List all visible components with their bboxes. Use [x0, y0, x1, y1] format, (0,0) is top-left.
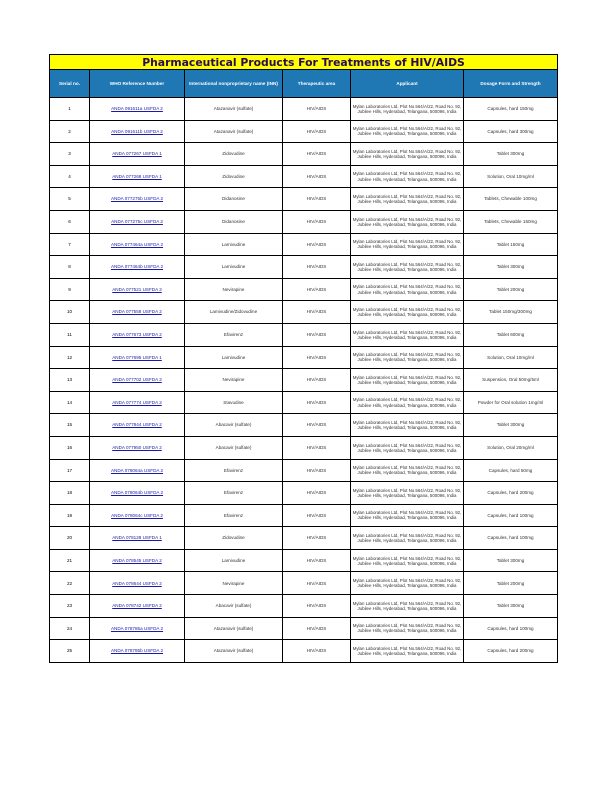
- applicant-cell: Mylan Laboratories Ltd, Plot No.564/A/22, Road No. 92, Jubilee Hills, Hyderabad, Telangana, 500096, India: [351, 504, 464, 527]
- therapeutic-area-cell: HIV/AIDS: [283, 210, 351, 233]
- inn-cell: Stavudine: [185, 391, 283, 414]
- reference-link[interactable]: ANDA 077950 USFDA 2: [112, 445, 162, 450]
- dosage-form-cell: Capsules, hard 200mg: [464, 640, 558, 663]
- reference-link[interactable]: ANDA 077268 USFDA 1: [112, 173, 162, 179]
- document-page: [49, 54, 557, 663]
- reference-link[interactable]: ANDA 077695 USFDA 1: [112, 354, 162, 360]
- reference-cell: [90, 504, 185, 527]
- reference-link[interactable]: ANDA 078785a USFDA 2: [110, 625, 164, 631]
- dosage-form-cell: Tablet 300mg: [464, 143, 558, 166]
- table-body: [50, 98, 558, 663]
- therapeutic-area-cell: HIV/AIDS: [283, 640, 351, 663]
- inn-cell: Efavirenz: [185, 482, 283, 505]
- table-row: [50, 143, 558, 166]
- table-row: [50, 256, 558, 279]
- dosage-form-cell: Tablets, Chewable 100mg: [464, 188, 558, 211]
- reference-link[interactable]: ANDA 077464b USFDA 2: [110, 264, 164, 270]
- reference-cell: [90, 640, 185, 663]
- inn-cell: Zidovudine: [185, 165, 283, 188]
- dosage-form-cell: Tablet 300mg: [464, 549, 558, 572]
- reference-link[interactable]: ANDA 078785b USFDA 2: [110, 648, 164, 654]
- reference-cell: [90, 482, 185, 505]
- column-header-applicant: Applicant: [351, 70, 464, 98]
- serial-cell: 16: [50, 436, 90, 459]
- table-row: [50, 120, 558, 143]
- serial-cell: 9: [50, 278, 90, 301]
- table-row: [50, 640, 558, 663]
- inn-cell: Nevirapine: [185, 572, 283, 595]
- therapeutic-area-cell: HIV/AIDS: [283, 278, 351, 301]
- reference-link[interactable]: ANDA 078644 USFDA 2: [112, 580, 162, 586]
- applicant-cell: Mylan Laboratories Ltd, Plot No.564/A/22, Road No. 92, Jubilee Hills, Hyderabad, Telangana, 500096, India: [351, 595, 464, 618]
- reference-cell: [90, 188, 185, 211]
- inn-cell: Zidovudine: [185, 527, 283, 550]
- reference-cell: [90, 98, 185, 121]
- reference-link[interactable]: ANDA 078064b USFDA 2: [110, 490, 164, 496]
- therapeutic-area-cell: HIV/AIDS: [283, 414, 351, 437]
- applicant-cell: Mylan Laboratories Ltd, Plot No.564/A/22, Road No. 92, Jubilee Hills, Hyderabad, Telangana, 500096, India: [351, 527, 464, 550]
- dosage-form-cell: Capsules, hard 100mg: [464, 504, 558, 527]
- table-row: [50, 527, 558, 550]
- reference-cell: [90, 143, 185, 166]
- reference-link[interactable]: ANDA 077267 USFDA 1: [112, 151, 162, 157]
- serial-cell: 5: [50, 188, 90, 211]
- inn-cell: Efavirenz: [185, 323, 283, 346]
- reference-cell: [90, 256, 185, 279]
- applicant-cell: Mylan Laboratories Ltd, Plot No.564/A/22, Road No. 92, Jubilee Hills, Hyderabad, Telangana, 500096, India: [351, 98, 464, 121]
- reference-cell: [90, 549, 185, 572]
- column-header-therapeutic-area: Therapeutic area: [283, 70, 351, 98]
- applicant-cell: Mylan Laboratories Ltd, Plot No.564/A/22, Road No. 92, Jubilee Hills, Hyderabad, Telangana, 500096, India: [351, 414, 464, 437]
- applicant-cell: Mylan Laboratories Ltd, Plot No.564/A/22, Road No. 92, Jubilee Hills, Hyderabad, Telangana, 500096, India: [351, 165, 464, 188]
- inn-cell: Atazanavir (sulfate): [185, 640, 283, 663]
- reference-link[interactable]: ANDA 077774 USFDA 2: [112, 399, 162, 405]
- reference-link[interactable]: ANDA 091611b USFDA 2: [111, 128, 163, 134]
- inn-cell: Abacavir (sulfate): [185, 595, 283, 618]
- table-row: [50, 346, 558, 369]
- serial-cell: 15: [50, 414, 90, 437]
- reference-cell: [90, 323, 185, 346]
- column-header-dosage-form: Dosage Form and Strength: [464, 70, 558, 98]
- reference-cell: [90, 369, 185, 392]
- dosage-form-cell: Capsules, hard 100mg: [464, 617, 558, 640]
- dosage-form-cell: Tablets, Chewable 150mg: [464, 210, 558, 233]
- serial-cell: 10: [50, 301, 90, 324]
- therapeutic-area-cell: HIV/AIDS: [283, 391, 351, 414]
- serial-cell: 2: [50, 120, 90, 143]
- reference-link[interactable]: ANDA 077464a USFDA 2: [110, 241, 164, 247]
- column-header-serial: Serial no.: [50, 70, 90, 98]
- dosage-form-cell: Capsules, hard 150mg: [464, 98, 558, 121]
- reference-link[interactable]: ANDA 078064c USFDA 2: [111, 512, 163, 518]
- dosage-form-cell: Tablet 200mg: [464, 278, 558, 301]
- reference-cell: [90, 165, 185, 188]
- table-row: [50, 617, 558, 640]
- therapeutic-area-cell: HIV/AIDS: [283, 346, 351, 369]
- serial-cell: 20: [50, 527, 90, 550]
- inn-cell: Nevirapine: [185, 369, 283, 392]
- reference-cell: [90, 572, 185, 595]
- inn-cell: Abacavir (sulfate): [185, 436, 283, 459]
- inn-cell: Efavirenz: [185, 459, 283, 482]
- serial-cell: 4: [50, 165, 90, 188]
- applicant-cell: Mylan Laboratories Ltd, Plot No.564/A/22, Road No. 92, Jubilee Hills, Hyderabad, Telangana, 500096, India: [351, 210, 464, 233]
- reference-cell: [90, 527, 185, 550]
- reference-cell: [90, 210, 185, 233]
- serial-cell: 11: [50, 323, 90, 346]
- therapeutic-area-cell: HIV/AIDS: [283, 482, 351, 505]
- therapeutic-area-cell: HIV/AIDS: [283, 256, 351, 279]
- therapeutic-area-cell: HIV/AIDS: [283, 572, 351, 595]
- applicant-cell: Mylan Laboratories Ltd, Plot No.564/A/22, Road No. 92, Jubilee Hills, Hyderabad, Telangana, 500096, India: [351, 188, 464, 211]
- inn-cell: Atazanavir (sulfate): [185, 617, 283, 640]
- applicant-cell: Mylan Laboratories Ltd, Plot No.564/A/22, Road No. 92, Jubilee Hills, Hyderabad, Telangana, 500096, India: [351, 301, 464, 324]
- reference-cell: [90, 414, 185, 437]
- applicant-cell: Mylan Laboratories Ltd, Plot No.564/A/22, Road No. 92, Jubilee Hills, Hyderabad, Telangana, 500096, India: [351, 233, 464, 256]
- reference-link[interactable]: ANDA 078128 USFDA 1: [112, 535, 162, 541]
- reference-cell: [90, 233, 185, 256]
- reference-link[interactable]: ANDA 077844 USFDA 2: [112, 422, 162, 428]
- applicant-cell: Mylan Laboratories Ltd, Plot No.564/A/22, Road No. 92, Jubilee Hills, Hyderabad, Telangana, 500096, India: [351, 640, 464, 663]
- reference-link[interactable]: ANDA 077275c USFDA 2: [111, 219, 163, 225]
- table-row: [50, 210, 558, 233]
- table-row: [50, 391, 558, 414]
- applicant-cell: Mylan Laboratories Ltd, Plot No.564/A/22, Road No. 92, Jubilee Hills, Hyderabad, Telangana, 500096, India: [351, 346, 464, 369]
- therapeutic-area-cell: HIV/AIDS: [283, 165, 351, 188]
- reference-cell: [90, 459, 185, 482]
- serial-cell: 14: [50, 391, 90, 414]
- dosage-form-cell: Tablet 300mg: [464, 595, 558, 618]
- applicant-cell: Mylan Laboratories Ltd, Plot No.564/A/22, Road No. 92, Jubilee Hills, Hyderabad, Telangana, 500096, India: [351, 369, 464, 392]
- serial-cell: 12: [50, 346, 90, 369]
- inn-cell: Atazanavir (sulfate): [185, 120, 283, 143]
- reference-link[interactable]: ANDA 077702 USFDA 2: [112, 377, 162, 383]
- table-row: [50, 301, 558, 324]
- therapeutic-area-cell: HIV/AIDS: [283, 323, 351, 346]
- applicant-cell: Mylan Laboratories Ltd, Plot No.564/A/22, Road No. 92, Jubilee Hills, Hyderabad, Telangana, 500096, India: [351, 617, 464, 640]
- inn-cell: Lamivudine: [185, 233, 283, 256]
- reference-link[interactable]: ANDA 077521 USFDA 2: [112, 286, 162, 292]
- therapeutic-area-cell: HIV/AIDS: [283, 595, 351, 618]
- column-header-inn: International nonproprietary name (INN): [185, 70, 283, 98]
- table-row: [50, 459, 558, 482]
- serial-cell: 19: [50, 504, 90, 527]
- applicant-cell: Mylan Laboratories Ltd, Plot No.564/A/22, Road No. 92, Jubilee Hills, Hyderabad, Telangana, 500096, India: [351, 436, 464, 459]
- reference-cell: [90, 346, 185, 369]
- reference-cell: [90, 436, 185, 459]
- serial-cell: 18: [50, 482, 90, 505]
- table-row: [50, 369, 558, 392]
- table-row: [50, 188, 558, 211]
- reference-link[interactable]: ANDA 091611a USFDA 2: [111, 106, 163, 112]
- applicant-cell: Mylan Laboratories Ltd, Plot No.564/A/22, Road No. 92, Jubilee Hills, Hyderabad, Telangana, 500096, India: [351, 572, 464, 595]
- inn-cell: Didanosine: [185, 210, 283, 233]
- applicant-cell: Mylan Laboratories Ltd, Plot No.564/A/22, Road No. 92, Jubilee Hills, Hyderabad, Telangana, 500096, India: [351, 459, 464, 482]
- reference-cell: [90, 301, 185, 324]
- applicant-cell: Mylan Laboratories Ltd, Plot No.564/A/22, Road No. 92, Jubilee Hills, Hyderabad, Telangana, 500096, India: [351, 278, 464, 301]
- therapeutic-area-cell: HIV/AIDS: [283, 617, 351, 640]
- serial-cell: 21: [50, 549, 90, 572]
- reference-link[interactable]: ANDA 077275b USFDA 2: [110, 196, 164, 202]
- serial-cell: 3: [50, 143, 90, 166]
- serial-cell: 25: [50, 640, 90, 663]
- therapeutic-area-cell: HIV/AIDS: [283, 233, 351, 256]
- page-title: Pharmaceutical Products For Treatments of HIV/AIDS: [50, 55, 558, 70]
- reference-link[interactable]: ANDA 078545 USFDA 2: [112, 557, 162, 563]
- inn-cell: Nevirapine: [185, 278, 283, 301]
- reference-link[interactable]: ANDA 078742 USFDA 2: [112, 603, 162, 609]
- table-row: [50, 549, 558, 572]
- dosage-form-cell: Tablet 150mg: [464, 233, 558, 256]
- table-row: [50, 323, 558, 346]
- dosage-form-cell: Tablet 300mg: [464, 414, 558, 437]
- table-row: [50, 436, 558, 459]
- dosage-form-cell: Solution, Oral 10mg/ml: [464, 346, 558, 369]
- therapeutic-area-cell: HIV/AIDS: [283, 120, 351, 143]
- reference-cell: [90, 278, 185, 301]
- serial-cell: 24: [50, 617, 90, 640]
- column-header-reference: WHO Reference Number: [90, 70, 185, 98]
- table-row: [50, 595, 558, 618]
- applicant-cell: Mylan Laboratories Ltd, Plot No.564/A/22, Road No. 92, Jubilee Hills, Hyderabad, Telangana, 500096, India: [351, 120, 464, 143]
- dosage-form-cell: Powder for Oral solution 1mg/ml: [464, 391, 558, 414]
- reference-cell: [90, 617, 185, 640]
- therapeutic-area-cell: HIV/AIDS: [283, 98, 351, 121]
- applicant-cell: Mylan Laboratories Ltd, Plot No.564/A/22, Road No. 92, Jubilee Hills, Hyderabad, Telangana, 500096, India: [351, 323, 464, 346]
- therapeutic-area-cell: HIV/AIDS: [283, 301, 351, 324]
- dosage-form-cell: Capsules, hard 200mg: [464, 482, 558, 505]
- dosage-form-cell: Tablet 150mg/300mg: [464, 301, 558, 324]
- table-row: [50, 278, 558, 301]
- header-row: [50, 70, 558, 98]
- dosage-form-cell: Solution, Oral 10mg/ml: [464, 165, 558, 188]
- table-row: [50, 233, 558, 256]
- table-row: [50, 165, 558, 188]
- table-row: [50, 98, 558, 121]
- reference-cell: [90, 391, 185, 414]
- dosage-form-cell: Tablet 200mg: [464, 572, 558, 595]
- inn-cell: Lamivudine: [185, 549, 283, 572]
- reference-link[interactable]: ANDA 078064a USFDA 2: [110, 467, 164, 473]
- dosage-form-cell: Solution, Oral 20mg/ml: [464, 436, 558, 459]
- inn-cell: Efavirenz: [185, 504, 283, 527]
- reference-cell: [90, 120, 185, 143]
- serial-cell: 1: [50, 98, 90, 121]
- therapeutic-area-cell: HIV/AIDS: [283, 436, 351, 459]
- inn-cell: Lamivudine/Zidovudine: [185, 301, 283, 324]
- therapeutic-area-cell: HIV/AIDS: [283, 143, 351, 166]
- reference-link[interactable]: ANDA 077673 USFDA 2: [112, 332, 162, 338]
- inn-cell: Lamivudine: [185, 346, 283, 369]
- table-row: [50, 504, 558, 527]
- reference-link[interactable]: ANDA 077558 USFDA 2: [112, 309, 162, 315]
- serial-cell: 23: [50, 595, 90, 618]
- therapeutic-area-cell: HIV/AIDS: [283, 459, 351, 482]
- dosage-form-cell: Capsules, hard 50mg: [464, 459, 558, 482]
- applicant-cell: Mylan Laboratories Ltd, Plot No.564/A/22, Road No. 92, Jubilee Hills, Hyderabad, Telangana, 500096, India: [351, 256, 464, 279]
- inn-cell: Zidovudine: [185, 143, 283, 166]
- therapeutic-area-cell: HIV/AIDS: [283, 549, 351, 572]
- therapeutic-area-cell: HIV/AIDS: [283, 369, 351, 392]
- applicant-cell: Mylan Laboratories Ltd, Plot No.564/A/22, Road No. 92, Jubilee Hills, Hyderabad, Telangana, 500096, India: [351, 549, 464, 572]
- reference-cell: [90, 595, 185, 618]
- serial-cell: 8: [50, 256, 90, 279]
- therapeutic-area-cell: HIV/AIDS: [283, 504, 351, 527]
- table-row: [50, 482, 558, 505]
- serial-cell: 22: [50, 572, 90, 595]
- dosage-form-cell: Tablet 600mg: [464, 323, 558, 346]
- serial-cell: 13: [50, 369, 90, 392]
- therapeutic-area-cell: HIV/AIDS: [283, 527, 351, 550]
- table-row: [50, 572, 558, 595]
- products-table: [49, 54, 558, 663]
- inn-cell: Didanosine: [185, 188, 283, 211]
- serial-cell: 7: [50, 233, 90, 256]
- table-row: [50, 414, 558, 437]
- applicant-cell: Mylan Laboratories Ltd, Plot No.564/A/22, Road No. 92, Jubilee Hills, Hyderabad, Telangana, 500096, India: [351, 143, 464, 166]
- therapeutic-area-cell: HIV/AIDS: [283, 188, 351, 211]
- inn-cell: Abacavir (sulfate): [185, 414, 283, 437]
- inn-cell: Atazanavir (sulfate): [185, 98, 283, 121]
- serial-cell: 6: [50, 210, 90, 233]
- applicant-cell: Mylan Laboratories Ltd, Plot No.564/A/22, Road No. 92, Jubilee Hills, Hyderabad, Telangana, 500096, India: [351, 482, 464, 505]
- dosage-form-cell: Capsules, hard 100mg: [464, 527, 558, 550]
- applicant-cell: Mylan Laboratories Ltd, Plot No.564/A/22, Road No. 92, Jubilee Hills, Hyderabad, Telangana, 500096, India: [351, 391, 464, 414]
- dosage-form-cell: Capsules, hard 300mg: [464, 120, 558, 143]
- serial-cell: 17: [50, 459, 90, 482]
- dosage-form-cell: Tablet 300mg: [464, 256, 558, 279]
- inn-cell: Lamivudine: [185, 256, 283, 279]
- dosage-form-cell: Suspension, Oral 50mg/5ml: [464, 369, 558, 392]
